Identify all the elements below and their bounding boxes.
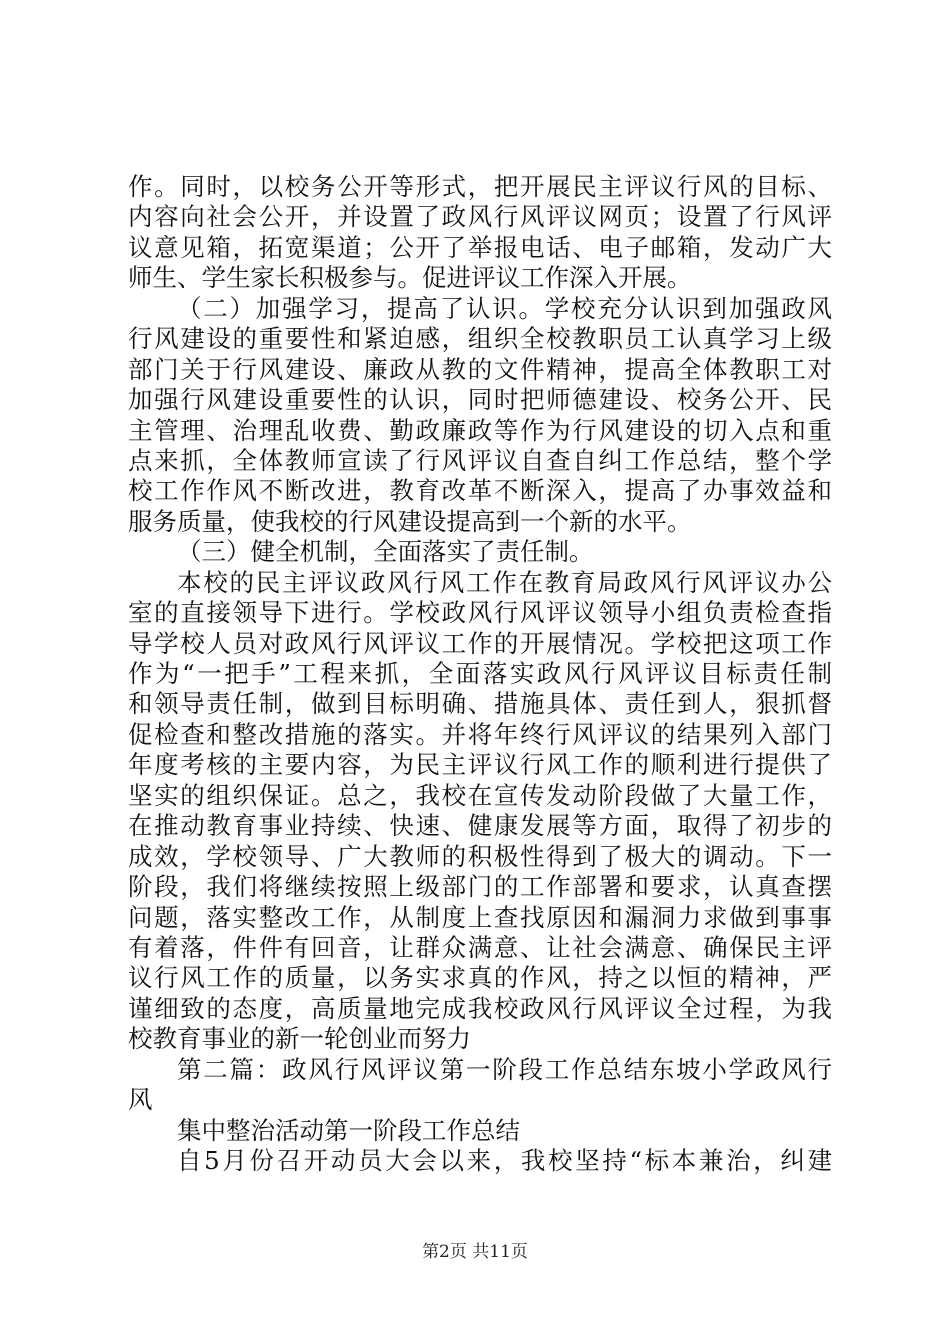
text-line: 坚实的组织保证。总之，我校在宣传发动阶段做了大量工作， (128, 780, 832, 810)
text-line: 第二篇：政风行风评议第一阶段工作总结东坡小学政风行 (177, 1054, 832, 1084)
text-line: 成效，学校领导、广大教师的积极性得到了极大的调动。下一 (128, 841, 832, 871)
text-line: 导学校人员对政风行风评议工作的开展情况。学校把这项工作 (128, 628, 832, 658)
text-line: 内容向社会公开，并设置了政风行风评议网页；设置了行风评 (128, 202, 832, 232)
text-line: 议行风工作的质量，以务实求真的作风，持之以恒的精神，严 (128, 963, 832, 993)
text-line: 作为“一把手”工程来抓，全面落实政风行风评议目标责任制 (128, 659, 832, 688)
text-line: 问题，落实整改工作，从制度上查找原因和漏洞力求做到事事 (128, 902, 832, 932)
text-line: 和领导责任制，做到目标明确、措施具体、责任到人，狠抓督 (128, 689, 832, 719)
text-line: 促检查和整改措施的落实。并将年终行风评议的结果列入部门 (128, 719, 832, 749)
text-line: 议意见箱，拓宽渠道；公开了举报电话、电子邮箱，发动广大 (128, 232, 832, 262)
text-line: 本校的民主评议政风行风工作在教育局政风行风评议办公 (177, 567, 832, 597)
text-line: （三）健全机制，全面落实了责任制。 (177, 537, 594, 567)
text-line: 主管理、治理乱收费、勤政廉政等作为行风建设的切入点和重 (128, 415, 832, 445)
text-line: 部门关于行风建设、廉政从教的文件精神，提高全体教职工对 (128, 354, 832, 384)
text-line: 作。同时，以校务公开等形式，把开展民主评议行风的目标、 (128, 172, 832, 201)
text-line: 校教育事业的新一轮创业而努力 (128, 1024, 471, 1054)
text-line: 阶段，我们将继续按照上级部门的工作部署和要求，认真查摆 (128, 872, 832, 902)
text-line: 服务质量，使我校的行风建设提高到一个新的水平。 (128, 506, 692, 536)
text-line: 师生、学生家长积极参与。促进评议工作深入开展。 (128, 263, 692, 293)
text-line: 集中整治活动第一阶段工作总结 (177, 1115, 520, 1145)
text-line: 加强行风建设重要性的认识，同时把师德建设、校务公开、民 (128, 385, 832, 415)
text-line: 年度考核的主要内容，为民主评议行风工作的顺利进行提供了 (128, 750, 832, 780)
text-line: 谨细致的态度，高质量地完成我校政风行风评议全过程，为我 (128, 993, 832, 1023)
page-number-footer: 第2页 共11页 (422, 1242, 528, 1262)
text-line: 校工作作风不断改进，教育改革不断深入，提高了办事效益和 (128, 476, 832, 506)
text-line: 自5月份召开动员大会以来，我校坚持“标本兼治，纠建 (177, 1146, 832, 1175)
text-line: 在推动教育事业持续、快速、健康发展等方面，取得了初步的 (128, 811, 832, 841)
text-line: 行风建设的重要性和紧迫感，组织全校教职员工认真学习上级 (128, 324, 832, 354)
text-line: 有着落，件件有回音，让群众满意、让社会满意、确保民主评 (128, 932, 832, 962)
text-line: 风 (128, 1085, 153, 1115)
text-line: 点来抓，全体教师宣读了行风评议自查自纠工作总结，整个学 (128, 445, 832, 475)
text-line: （二）加强学习，提高了认识。学校充分认识到加强政风 (177, 293, 832, 323)
document-body (128, 172, 832, 1176)
text-line: 室的直接领导下进行。学校政风行风评议领导小组负责检查指 (128, 598, 832, 628)
